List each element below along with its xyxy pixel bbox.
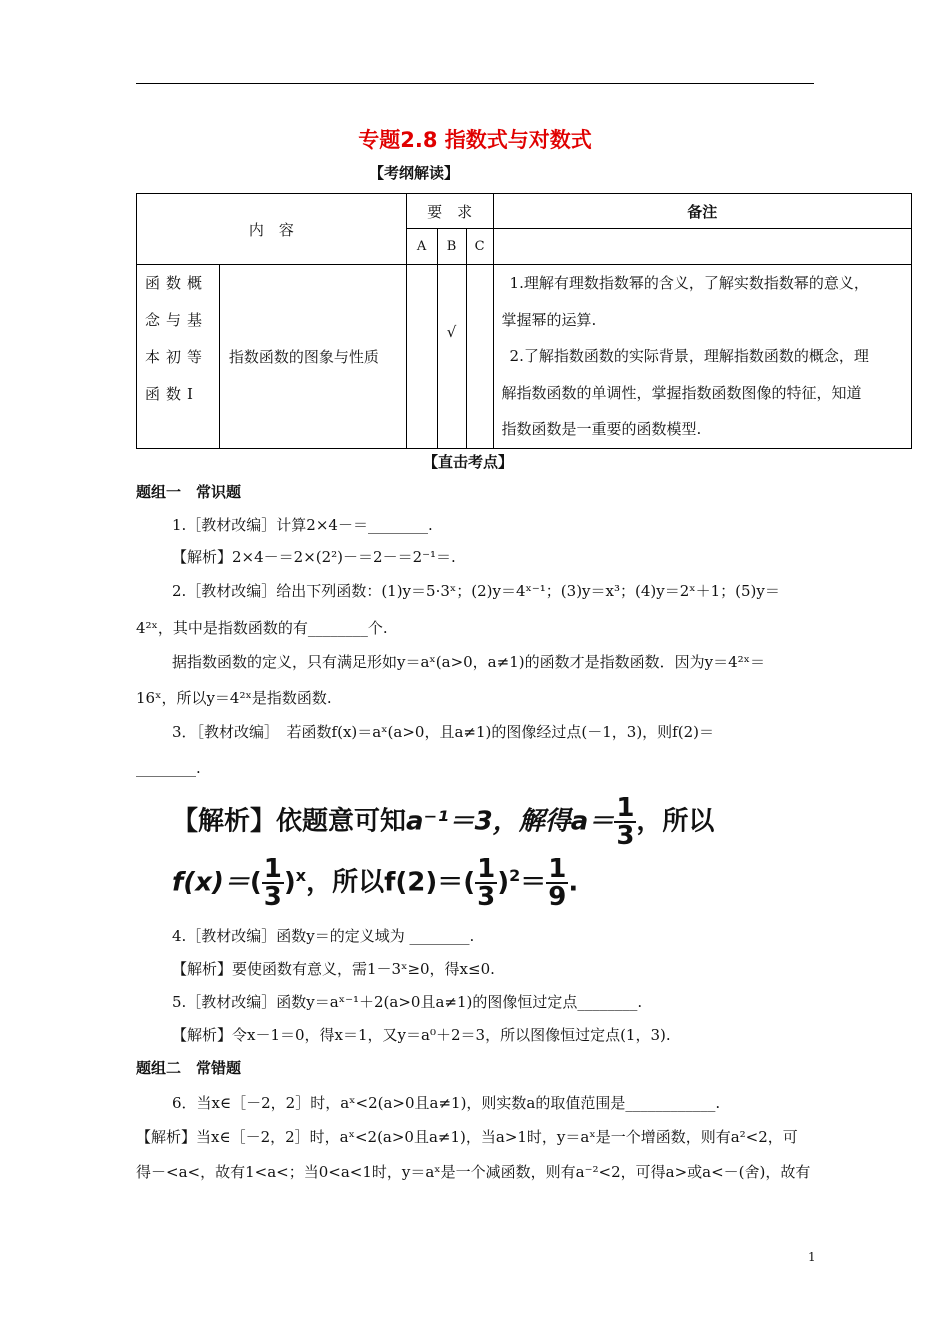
level-a: A	[406, 229, 437, 265]
answer-4: 【解析】要使函数有意义，需1－3ˣ≥0，得x≤0.	[172, 960, 495, 978]
question-1: 1.［教材改编］计算2×4－＝________.	[172, 516, 433, 534]
fraction-one-third: $\frac{1}{3}$	[616, 793, 635, 851]
answer-6-line1: 【解析】当x∈［－2，2］时，aˣ<2(a>0且a≠1)，当a>1时，y＝aˣ是一个增函数，则有a²<2，可	[136, 1128, 798, 1146]
category-cell: 函数概 念与基 本初等 函数Ⅰ	[137, 265, 220, 449]
page-title: 专题2.8 指数式与对数式	[358, 128, 592, 152]
page-number: 1	[808, 1250, 816, 1264]
answer-2-line1: 据指数函数的定义，只有满足形如y＝aˣ(a>0，a≠1)的函数才是指数函数．因为y＝4²ˣ＝	[172, 653, 765, 671]
header-notes: 备注	[493, 194, 911, 229]
question-6: 6．当x∈［－2，2］时，aˣ<2(a>0且a≠1)，则实数a的取值范围是____________.	[172, 1094, 721, 1112]
answer-3-line2: f(x)＝( $\frac{1}{3}$ )$^x$，所以f(2)＝( $\frac{1}{3}$ )$^2$＝ $\frac{1}{9}$ .	[172, 854, 579, 912]
notes-cell: 1.理解有理数指数幂的含义，了解实数指数幂的意义， 掌握幂的运算. 2.了解指数函数的实际背景，理解指数函数的概念，理 解指数函数的单调性，掌握指数函数图像的特征，知道 指数函数是一重要的函数模型.	[493, 265, 911, 449]
question-5: 5.［教材改编］函数y＝aˣ⁻¹＋2(a>0且a≠1)的图像恒过定点________.	[172, 993, 643, 1011]
header-rule	[136, 83, 814, 84]
group-heading-2: 题组二 常错题	[136, 1059, 242, 1077]
answer-2-line2: 16ˣ，所以y＝4²ˣ是指数函数.	[136, 689, 332, 707]
section-heading-syllabus: 【考纲解读】	[369, 164, 460, 182]
level-c: C	[466, 229, 493, 265]
header-content: 内 容	[137, 194, 407, 265]
check-mark: √	[437, 265, 466, 449]
answer-1: 【解析】2×4－＝2×(2²)－＝2－＝2⁻¹＝.	[172, 548, 456, 566]
question-4: 4.［教材改编］函数y＝的定义域为 ________.	[172, 927, 475, 945]
answer-6-line2: 得－<a<，故有1<a<；当0<a<1时，y＝aˣ是一个减函数，则有a⁻²<2，可得a>或a<－(舍)，故有	[136, 1163, 811, 1181]
group-heading-1: 题组一 常识题	[136, 483, 242, 501]
question-2-line1: 2.［教材改编］给出下列函数：(1)y＝5·3ˣ；(2)y＝4ˣ⁻¹；(3)y＝x³；(4)y＝2ˣ＋1；(5)y＝	[172, 582, 780, 600]
fraction-one-ninth: $\frac{1}{9}$	[548, 854, 567, 912]
section-heading-exercises: 【直击考点】	[423, 453, 514, 471]
header-requirement: 要 求	[406, 194, 493, 229]
question-3-line2: ________.	[136, 759, 201, 777]
question-2-line2: 4²ˣ，其中是指数函数的有________个.	[136, 619, 388, 637]
answer-3-line1: 【解析】依题意可知a⁻¹＝3，解得a＝ $\frac{1}{3}$ ，所以	[172, 793, 715, 851]
requirements-table	[136, 193, 912, 449]
question-3-line1: 3．［教材改编］ 若函数f(x)＝aˣ(a>0，且a≠1)的图像经过点(－1，3)，则f(2)＝	[172, 723, 714, 741]
answer-5: 【解析】令x－1＝0，得x＝1，又y＝a⁰＋2＝3，所以图像恒过定点(1，3).	[172, 1026, 671, 1044]
topic-cell: 指数函数的图象与性质	[219, 265, 406, 449]
level-b: B	[437, 229, 466, 265]
